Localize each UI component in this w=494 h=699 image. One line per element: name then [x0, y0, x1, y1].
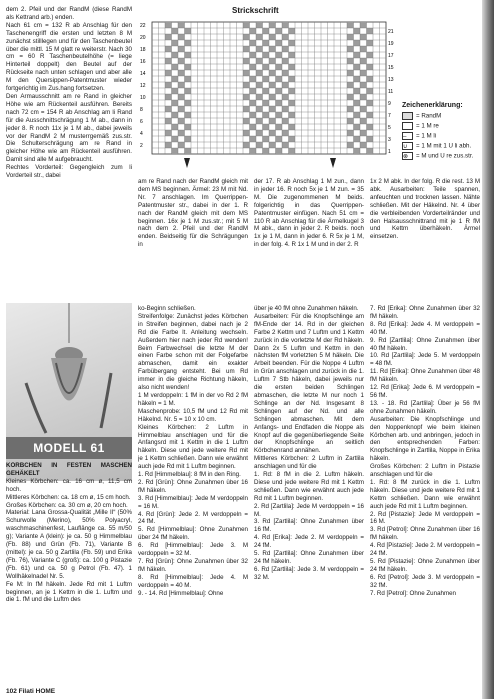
- chart-cell: [367, 76, 374, 82]
- chart-cell: [185, 76, 192, 82]
- chart-cell: [165, 58, 172, 64]
- chart-cell: [367, 88, 374, 94]
- chart-cell: [367, 112, 374, 118]
- chart-cell: [282, 70, 289, 76]
- paragraph: Den Armausschnitt am re Rand in gleicher Höhe wie am Rückenteil ausführen. Bereits nach 72 cm = 154 R ab Anschlag am li Rand für die Ausschnittschrägung 1 M ab., dann in jeder 8. R noch 11x je 1 M ab., dabei jeweils vor der RandM 2 M musterrgemäß zus.str. Die Schulterschrägung am re Rand in gleicher Höhe wie am Rückenteil ausführen. Damit sind alle M aufgebraucht.: [6, 92, 132, 164]
- chart-cell: [347, 34, 354, 40]
- chart-cell: [256, 142, 263, 148]
- chart-title: Strickschrift: [232, 6, 279, 15]
- arrow-up-icon: [330, 158, 336, 168]
- chart-cell: [354, 136, 361, 142]
- chart-cell: [243, 22, 250, 28]
- chart-cell: [172, 64, 179, 70]
- text-column-6: über je 40 fM ohne Zunahmen häkeln. Ausarbeiten: Für die Knopfschlinge am fM-Ende der 14. Rd in der gleichen Farbe 2 Kettm und 7 Luftm und 1 Kettm zurück in die vorletzte M der Rd häkeln. Dann 2x 5 Luftm und Kettm in den nächsten fM vorletzten 5 M häkeln. Die Arbeit beenden. Für die Noppe 4 Luftm in Grün anschlagen und zurück in die 1. Luftm 7 Stb häkeln, dabei jeweils nur die ersten beiden Schlingen abmaschen, die letzte M nur noch 1 Schlinge an der Nd. Insgesamt 8 Schlingen auf der Nd. und alle Schlingen abmaschen. Mit dem Anfangs- und Endfaden die Noppe als Knopf auf die gegenüberliegende Seite der Knopfschlinge an seitlich Körbchenrand annähen. Mittleres Körbchen: 2 Luftm in Zartlila anschlagen und für die 1. Rd: 8 fM in die 2. Luftm häkeln. Diese und jede weitere Rd mit 1 Kettm schließen. Dann wie erwähnt auch jede Rd mit 1 Luftm beginnen. 2. Rd [Zartlila]: Jede M verdoppeln = 16 M. 3. Rd [Zartlila]: Ohne Zunahmen über 16 fM. 4. Rd [Erika]: Jede 2. M verdoppeln = 24 fM. 5. Rd [Zartlila]: Ohne Zunahmen über 24 fM häkeln. 6. Rd [Zartlila]: Jede 3. M verdoppeln = 32 M.: [254, 305, 364, 581]
- chart-cell: [263, 136, 270, 142]
- chart-cell: [172, 76, 179, 82]
- slip-symbol-icon: ∪: [402, 142, 413, 150]
- chart-cell: [178, 130, 185, 136]
- chart-cell: [185, 148, 192, 154]
- chart-cell: [282, 106, 289, 112]
- chart-cell: [185, 100, 192, 106]
- chart-cell: [263, 40, 270, 46]
- chart-cell: [347, 106, 354, 112]
- chart-cell: [250, 88, 257, 94]
- randm-symbol-icon: [402, 112, 413, 120]
- chart-cell: [263, 112, 270, 118]
- chart-cell: [243, 118, 250, 124]
- row-number-label: 7: [388, 113, 391, 119]
- chart-cell: [282, 118, 289, 124]
- chart-cell: [256, 46, 263, 52]
- chart-cell: [276, 76, 283, 82]
- chart-cell: [289, 64, 296, 70]
- page-fold-shadow: [482, 0, 494, 699]
- chart-cell: [347, 130, 354, 136]
- chart-cell: [172, 100, 179, 106]
- row-number-label: 22: [140, 23, 146, 29]
- legend-item-purl: – = 1 M li: [403, 132, 437, 140]
- chart-cell: [289, 136, 296, 142]
- chart-cell: [360, 142, 367, 148]
- chart-cell: [165, 82, 172, 88]
- chart-cell: [172, 40, 179, 46]
- chart-cell: [165, 22, 172, 28]
- chart-cell: [354, 64, 361, 70]
- chart-cell: [165, 46, 172, 52]
- chart-cell: [269, 130, 276, 136]
- chart-cell: [360, 130, 367, 136]
- chart-cell: [250, 136, 257, 142]
- chart-cell: [256, 70, 263, 76]
- chart-cell: [178, 34, 185, 40]
- purl-symbol-icon: –: [402, 132, 413, 140]
- chart-cell: [178, 142, 185, 148]
- chart-cell: [347, 58, 354, 64]
- chart-cell: [282, 22, 289, 28]
- chart-cell: [276, 124, 283, 130]
- chart-cell: [250, 40, 257, 46]
- chart-cell: [354, 100, 361, 106]
- chart-cell: [282, 34, 289, 40]
- chart-cell: [256, 94, 263, 100]
- chart-cell: [243, 130, 250, 136]
- chart-cell: [172, 136, 179, 142]
- chart-cell: [354, 88, 361, 94]
- chart-cell: [276, 52, 283, 58]
- chart-cell: [354, 124, 361, 130]
- chart-cell: [367, 148, 374, 154]
- chart-cell: [165, 142, 172, 148]
- text-column-2: am re Rand nach der RandM gleich mit dem MS beginnen. Ärmel: 23 M mit Nd. Nr. 7 anschlagen. Im Querrippen-Patentmuster str., dabei in der 1. R nach der RandM gleich mit dem MS beginnen. 16x je 1 M zus.str.; mit 5 M nach dem 2. Pfeil und der RandM enden. Beidseitig für die Schrägungen in: [138, 178, 248, 249]
- row-number-label: 13: [388, 77, 394, 83]
- chart-cell: [289, 88, 296, 94]
- chart-cell: [282, 46, 289, 52]
- chart-cell: [256, 106, 263, 112]
- paragraph: Rechtes Vorderteil: Gegengleich zum li Vorderteil str., dabei: [6, 164, 132, 180]
- row-number-label: 3: [388, 137, 391, 143]
- chart-cell: [256, 58, 263, 64]
- row-number-label: 18: [140, 47, 146, 53]
- chart-cell: [347, 82, 354, 88]
- chart-cell: [178, 94, 185, 100]
- chart-cell: [185, 124, 192, 130]
- knitting-chart: [138, 18, 398, 158]
- chart-cell: [347, 94, 354, 100]
- chart-cell: [367, 64, 374, 70]
- legend-item-slip: ∪ = 1 M mit 1 U li abh.: [403, 142, 472, 150]
- chart-cell: [354, 148, 361, 154]
- chart-cell: [178, 22, 185, 28]
- chart-arrows: [138, 158, 398, 172]
- chart-cell: [263, 28, 270, 34]
- chart-cell: [269, 94, 276, 100]
- chart-cell: [185, 112, 192, 118]
- chart-cell: [282, 142, 289, 148]
- chart-cell: [256, 22, 263, 28]
- paragraph: dem 2. Pfeil und der RandM (diese RandM als Kettrand arb.) enden.: [6, 6, 132, 21]
- row-number-label: 1: [388, 149, 391, 155]
- chart-cell: [263, 64, 270, 70]
- chart-cell: [269, 118, 276, 124]
- chart-cell: [347, 22, 354, 28]
- legend-title: Zeichenerklärung:: [402, 102, 463, 109]
- chart-cell: [185, 52, 192, 58]
- legend-item-knit: = 1 M re: [402, 122, 439, 130]
- chart-cell: [367, 52, 374, 58]
- chart-cell: [360, 46, 367, 52]
- chart-cell: [178, 46, 185, 52]
- chart-cell: [250, 52, 257, 58]
- legend-item-randm: = RandM: [402, 112, 441, 120]
- chart-cell: [250, 112, 257, 118]
- chart-cell: [276, 88, 283, 94]
- chart-cell: [165, 118, 172, 124]
- chart-cell: [282, 82, 289, 88]
- text-column-3: der 17. R ab Anschlag 1 M zun., dann in jeder 16. R noch 5x je 1 M zun. = 35 M. Die zugenommenen M beids. folgerichtig in das Querrippen-Patentmuster einfügen. Nach 51 cm = 110 R ab Anschlag für die Ärmelkugel 3 M abk., dann in jeder 2. R beids. noch 1x je 1 M, dann in jeder 6. R 5x je 1 M, in der folg. 4. R 1x 1 M und in der 2. R: [254, 178, 364, 249]
- chart-cell: [367, 124, 374, 130]
- chart-cell: [282, 94, 289, 100]
- chart-cell: [367, 28, 374, 34]
- row-number-label: 14: [140, 71, 146, 77]
- chart-cell: [165, 94, 172, 100]
- row-number-label: 16: [140, 59, 146, 65]
- chart-cell: [367, 100, 374, 106]
- row-number-label: 9: [388, 101, 391, 107]
- chart-cell: [269, 22, 276, 28]
- chart-cell: [360, 94, 367, 100]
- chart-cell: [354, 28, 361, 34]
- chart-cell: [269, 70, 276, 76]
- chart-cell: [172, 52, 179, 58]
- row-number-label: 17: [388, 53, 394, 59]
- chart-cell: [289, 112, 296, 118]
- chart-cell: [282, 130, 289, 136]
- text-column-1: [6, 6, 132, 291]
- row-number-label: 11: [388, 89, 394, 95]
- chart-cell: [276, 28, 283, 34]
- chart-cell: [269, 106, 276, 112]
- row-number-label: 2: [140, 143, 143, 149]
- chart-cell: [269, 58, 276, 64]
- chart-cell: [263, 124, 270, 130]
- legend-item-together: ⊗ = M und U re zus.str.: [403, 152, 474, 160]
- text-column-left-lower: KÖRBCHEN IN FESTEN MASCHEN GEHÄKELT Kleines Körbchen: ca. 16 cm ø, 11,5 cm hoch. Mittleres Körbchen: ca. 18 cm ø, 15 cm hoch. Großes Körbchen: ca. 30 cm ø, 20 cm hoch. Material: Lana Grossa-Qualität „Mille II“ (50% Schurwolle (Merino), 50% Polyacryl, waschmaschinenfest, Lauflänge ca. 55 m/50 g); Variante A (klein): je ca. 50 g Himmelblau (Fb. 88) und Grün (Fb. 71), Variante B (mittel): je ca. 50 g Zartlila (Fb. 59) und Erika (Fb. 76), Variante C (groß): ca. 100 g Pistazie (Fb. 61) und ca. 50 g Petrol (Fb. 47). 1 Wollhäkelnadel Nr. 5. Fe M: In fM häkeln. Jede Rd mit 1 Luftm beginnen, an je 1 Kettm in die 1. Luftm und die 1. fM und die Luftm des: [6, 462, 132, 604]
- chart-cell: [172, 112, 179, 118]
- text-column-4: 1x 2 M abk. In der folg. R die rest. 13 M abk. Ausarbeiten: Teile spannen, anfeuchten und trocknen lassen. Nähte schließen. Mit der Häkelnd. Nr. 4 über die verbleibenden Vorderteilränder und den Halsausschnittrand mit je 1 R fM und Kettm überhäkeln. Ärmel einsetzen.: [370, 178, 480, 241]
- chart-cell: [289, 40, 296, 46]
- row-number-label: 19: [388, 41, 394, 47]
- row-number-label: 12: [140, 83, 146, 89]
- chart-cell: [367, 40, 374, 46]
- chart-cell: [276, 64, 283, 70]
- chart-cell: [250, 148, 257, 154]
- chart-cell: [243, 46, 250, 52]
- chart-cell: [276, 148, 283, 154]
- model-label: MODELL 61: [6, 437, 132, 459]
- chart-cell: [263, 52, 270, 58]
- chart-cell: [178, 82, 185, 88]
- chart-cell: [289, 76, 296, 82]
- chart-cell: [360, 22, 367, 28]
- chart-cell: [269, 34, 276, 40]
- chart-cell: [276, 136, 283, 142]
- chart-cell: [263, 148, 270, 154]
- chart-cell: [256, 82, 263, 88]
- chart-cell: [256, 130, 263, 136]
- chart-cell: [360, 70, 367, 76]
- chart-cell: [178, 70, 185, 76]
- chart-cell: [354, 52, 361, 58]
- chart-cell: [250, 64, 257, 70]
- chart-cell: [263, 76, 270, 82]
- chart-cell: [172, 88, 179, 94]
- chart-cell: [263, 88, 270, 94]
- chart-cell: [250, 100, 257, 106]
- chart-cell: [360, 34, 367, 40]
- row-number-label: 21: [388, 29, 394, 35]
- chart-cell: [360, 82, 367, 88]
- chart-cell: [289, 100, 296, 106]
- row-number-label: 15: [388, 65, 394, 71]
- chart-cell: [172, 28, 179, 34]
- chart-cell: [165, 70, 172, 76]
- chart-cell: [243, 82, 250, 88]
- chart-cell: [250, 76, 257, 82]
- chart-cell: [269, 46, 276, 52]
- chart-cell: [276, 112, 283, 118]
- chart-cell: [243, 58, 250, 64]
- knit-symbol-icon: [402, 122, 413, 130]
- chart-cell: [360, 118, 367, 124]
- chart-cell: [165, 106, 172, 112]
- chart-cell: [347, 46, 354, 52]
- chart-cell: [250, 28, 257, 34]
- chart-cell: [243, 106, 250, 112]
- chart-cell: [185, 40, 192, 46]
- row-number-label: 10: [140, 95, 146, 101]
- chart-cell: [172, 124, 179, 130]
- chart-cell: [276, 40, 283, 46]
- chart-cell: [360, 58, 367, 64]
- chart-cell: [347, 70, 354, 76]
- chart-cell: [269, 82, 276, 88]
- chart-cell: [367, 136, 374, 142]
- chart-cell: [243, 34, 250, 40]
- text-column-7: 7. Rd [Erika]: Ohne Zunahmen über 32 fM häkeln. 8. Rd [Erika]: Jede 4. M verdoppeln = 40 fM. 9. Rd [Zartlila]: Ohne Zunahmen über 40 fM häkeln. 10. Rd [Zartlila]: Jede 5. M verdoppeln = 48 fM. 11. Rd [Erika]: Ohne Zunahmen über 48 fM häkeln. 12. Rd [Erika]: Jede 6. M verdoppeln = 56 fM. 13. - 18. Rd [Zartlila]: Über je 56 fM ohne Zunahmen häkeln. Ausarbeiten: Die Knopfschlinge und den Noppenknopf wie beim kleinen Körbchen arb. und anbringen, jedoch in den entsprechenden Farben: Knopfschlinge in Zartlila, Noppe in Erika häkeln. Großes Körbchen: 2 Luftm in Pistazie anschlagen und für die 1. Rd: 8 fM zurück in die 1. Luftm häkeln. Diese und jede weitere Rd mit 1 Kettm schließen. Dann wie erwähnt auch jede Rd mit 1 Luftm beginnen. 2. Rd [Pistazie]: Jede M verdoppeln = 16 M. 3. Rd [Petrol]: Ohne Zunahmen über 16 fM häkeln. 4. Rd [Pistazie]: Jede 2. M verdoppeln = 24 fM. 5. Rd [Pistazie]: Ohne Zunahmen über 24 fM häkeln. 6. Rd [Petrol]: Jede 3. M verdoppeln = 32 fM. 7. Rd [Petrol]: Ohne Zunahmen: [370, 305, 480, 597]
- row-number-label: 4: [140, 131, 143, 137]
- chart-cell: [250, 124, 257, 130]
- chart-cell: [243, 142, 250, 148]
- chart-cell: [185, 64, 192, 70]
- row-number-label: 20: [140, 35, 146, 41]
- chart-cell: [269, 142, 276, 148]
- chart-cell: [178, 118, 185, 124]
- chart-cell: [289, 28, 296, 34]
- chart-cell: [276, 100, 283, 106]
- chart-cell: [243, 94, 250, 100]
- chart-cell: [289, 124, 296, 130]
- chart-cell: [256, 34, 263, 40]
- chart-cell: [347, 118, 354, 124]
- chart-cell: [178, 58, 185, 64]
- chart-cell: [354, 40, 361, 46]
- chart-cell: [289, 52, 296, 58]
- chart-cell: [360, 106, 367, 112]
- chart-cell: [256, 118, 263, 124]
- together-symbol-icon: ⊗: [402, 152, 413, 160]
- chart-cell: [354, 112, 361, 118]
- text-column-5: ko-Beginn schließen. Streifenfolge: Zunächst jedes Körbchen in Streifen beginnen, dabei nach je 2 Rd die Farbe lt. Anleitung wechseln. Außerdem hier nach jeder Rd wenden! Beim Farbwechsel die letzte M der einen Farbe schon mit der Folgefarbe abmaschen, damit ein exakter Farbübergang entsteht. Bei um Rd immer in die gleiche Richtung häkeln, also nicht wenden! 1 M verdoppeln: 1 fM in der vo Rd 2 fM häkeln = 1 M. Maschenprobe: 10,5 fM und 12 Rd mit Häkelnd. Nr. 5 = 10 x 10 cm. Kleines Körbchen: 2 Luftm in Himmelblau anschlagen und für die Anfangsrd mit 1 Kettm in die 1 Luftm häkeln. Diese und jede weitere Rd mit je 1 Kettm schließen. Dann wie erwähnt auch jede Rd mit 1 Luftm beginnen. 1. Rd [Himmelblau]: 8 fM in den Ring. 2. Rd [Grün]: Ohne Zunahmen über 16 fM häkeln. 3. Rd [Himmelblau]: Jede M verdoppeln = 16 M. 4. Rd [Grün]: Jede 2. M verdoppeln = 24 fM. 5. Rd [Himmelblau]: Ohne Zunahmen über 24 fM häkeln. 6. Rd [Himmelblau]: Jede 3. M verdoppeln = 32 M. 7. Rd [Grün]: Ohne Zunahmen über 32 fM häkeln. 8. Rd [Himmelblau]: Jede 4. M verdoppeln = 40 M. 9. - 14. Rd [Himmelblau]: Ohne: [138, 305, 248, 597]
- chart-cell: [165, 34, 172, 40]
- page-footer: 102 Filati HOME: [6, 688, 56, 695]
- row-number-label: 8: [140, 107, 143, 113]
- chart-cell: [263, 100, 270, 106]
- chart-cell: [185, 28, 192, 34]
- chart-cell: [347, 142, 354, 148]
- row-number-label: 6: [140, 119, 143, 125]
- chart-cell: [185, 136, 192, 142]
- chart-cell: [243, 70, 250, 76]
- chart-cell: [354, 76, 361, 82]
- chart-cell: [172, 148, 179, 154]
- chart-cell: [282, 58, 289, 64]
- row-number-label: 5: [388, 125, 391, 131]
- chart-cell: [178, 106, 185, 112]
- chart-cell: [289, 148, 296, 154]
- chart-cell: [185, 88, 192, 94]
- paragraph: Nach 61 cm = 132 R ab Anschlag für den Taschenengriff die ersten und letzten 8 M zunächst stilllegen und für den Taschenbeutel über die mittl. 15 M glatt re weiterstr. Nach 30 cm = 60 R Taschenbeutelhöhe (= liege Hinterteil doppelt) den Beutel auf der Rückseite nach unten schlagen und aber alle M den Quersippen-Patentmuster wieder fortgerichtig im Zus.hang fortsetzen.: [6, 21, 132, 93]
- chart-cell: [165, 130, 172, 136]
- arrow-up-icon: [184, 158, 190, 168]
